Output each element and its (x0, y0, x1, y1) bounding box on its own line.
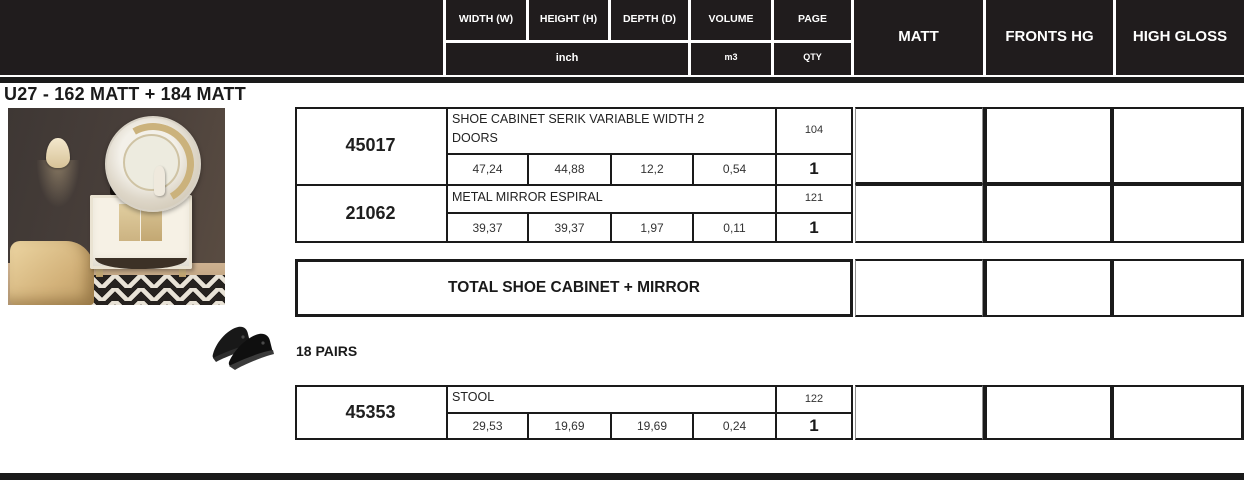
col-header-height: HEIGHT (H) (539, 13, 598, 26)
total-row (295, 259, 853, 317)
col-header-high-gloss: HIGH GLOSS (1132, 28, 1228, 46)
high-gloss-cell (1114, 184, 1244, 243)
pairs-note: 18 PAIRS (296, 343, 358, 359)
matt-cell (855, 259, 983, 317)
item-width: 29,53 (472, 419, 503, 433)
item-code: 21062 (345, 203, 396, 223)
item-description: SHOE CABINET SERIK VARIABLE WIDTH 2 DOORS (452, 112, 705, 146)
item-depth: 1,97 (640, 220, 664, 235)
fronts-hg-cell (983, 259, 1114, 317)
col-header-depth: DEPTH (D) (622, 13, 677, 26)
item-code: 45017 (345, 135, 396, 155)
col-header-page: PAGE (798, 13, 827, 26)
item-depth: 12,2 (640, 161, 664, 176)
item-volume: 0,54 (722, 161, 747, 176)
item-width: 39,37 (472, 220, 503, 235)
item-page: 104 (804, 124, 824, 136)
high-gloss-cell (1114, 385, 1244, 440)
bottom-bar (0, 473, 1244, 480)
header-rule (0, 77, 1244, 83)
unit-m3: m3 (724, 52, 738, 63)
high-gloss-cell (1114, 259, 1244, 317)
item-volume: 0,24 (722, 419, 747, 433)
matt-cell (855, 107, 983, 184)
photo-cabinet-door (119, 204, 140, 241)
photo-cabinet-leg (96, 268, 103, 277)
photo-mirror-core (123, 134, 180, 191)
item-width: 47,24 (472, 161, 503, 176)
table-header (0, 0, 1244, 75)
item-description: METAL MIRROR ESPIRAL (452, 190, 603, 204)
total-label: TOTAL SHOE CABINET + MIRROR (448, 279, 700, 296)
photo-cabinet-skirt (95, 258, 187, 269)
item-height: 19,69 (554, 419, 585, 433)
section-title: U27 - 162 MATT + 184 MATT (4, 84, 246, 104)
item-qty: 1 (809, 158, 819, 178)
matt-cell (855, 385, 983, 440)
photo-round-mirror (105, 116, 201, 212)
col-header-width: WIDTH (W) (458, 13, 514, 26)
col-header-volume: VOLUME (708, 13, 754, 26)
item-qty: 1 (809, 416, 819, 435)
photo-white-vase (154, 166, 165, 196)
unit-qty: QTY (803, 52, 822, 63)
item-depth: 19,69 (636, 419, 668, 433)
fronts-hg-cell (983, 385, 1114, 440)
item-page: 121 (804, 192, 824, 204)
unit-inch: inch (555, 51, 579, 64)
item-code: 45353 (345, 402, 396, 422)
product-photo (8, 108, 225, 305)
item-description: STOOL (452, 390, 495, 404)
fronts-hg-cell (983, 184, 1114, 243)
item-height: 44,88 (554, 161, 585, 176)
item-height: 39,37 (554, 220, 585, 235)
photo-stool (10, 241, 94, 305)
item-qty: 1 (809, 217, 819, 237)
fronts-hg-cell (983, 107, 1114, 184)
col-header-matt: MATT (898, 28, 939, 46)
shoes-icon (205, 320, 285, 372)
matt-cell (855, 184, 983, 243)
photo-wall-lamp (46, 138, 70, 168)
photo-cabinet-leg (179, 268, 186, 277)
item-volume: 0,11 (723, 220, 746, 235)
high-gloss-cell (1114, 107, 1244, 184)
item-page: 122 (804, 392, 824, 405)
col-header-fronts-hg: FRONTS HG (1005, 28, 1094, 46)
